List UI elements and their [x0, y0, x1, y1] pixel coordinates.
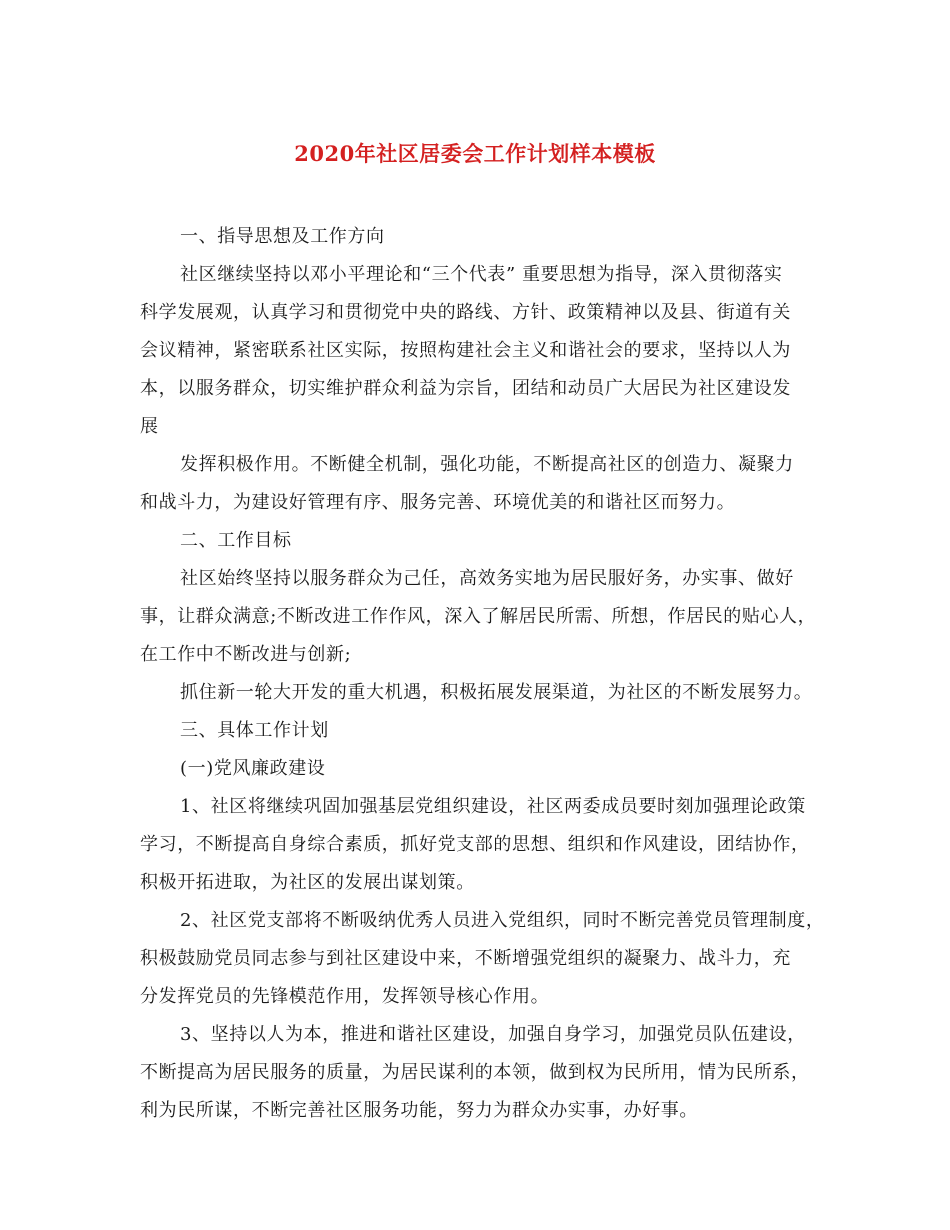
- paragraph-line: 1、社区将继续巩固加强基层党组织建设，社区两委成员要时刻加强理论政策: [180, 796, 806, 817]
- paragraph-line: 和战斗力，为建设好管理有序、服务完善、环境优美的和谐社区而努力。: [140, 492, 736, 513]
- paragraph-line: 不断提高为居民服务的质量，为居民谋利的本领，做到权为民所用，情为民所系，: [140, 1062, 810, 1083]
- paragraph-line: 社区继续坚持以邓小平理论和“三个代表” 重要思想为指导，深入贯彻落实: [180, 264, 783, 285]
- paragraph-line: 在工作中不断改进与创新;: [140, 644, 352, 665]
- paragraph-line: 抓住新一轮大开发的重大机遇，积极拓展发展渠道，为社区的不断发展努力。: [180, 682, 813, 703]
- paragraph-line: 分发挥党员的先锋模范作用，发挥领导核心作用。: [140, 986, 550, 1007]
- paragraph-line: 事，让群众满意;不断改进工作作风，深入了解居民所需、所想，作居民的贴心人，: [140, 606, 817, 627]
- paragraph-line: 本，以服务群众，切实维护群众利益为宗旨，团结和动员广大居民为社区建设发: [140, 378, 791, 399]
- paragraph-line: 积极鼓励党员同志参与到社区建设中来，不断增强党组织的凝聚力、战斗力，充: [140, 948, 791, 969]
- paragraph-line: 积极开拓进取，为社区的发展出谋划策。: [140, 872, 475, 893]
- paragraph-line: 3、坚持以人为本，推进和谐社区建设，加强自身学习，加强党员队伍建设，: [180, 1024, 806, 1045]
- paragraph-line: 2、社区党支部将不断吸纳优秀人员进入党组织，同时不断完善党员管理制度，: [180, 910, 825, 931]
- section-heading-2: 二、工作目标: [180, 530, 292, 551]
- paragraph-line: 利为民所谋，不断完善社区服务功能，努力为群众办实事，办好事。: [140, 1100, 698, 1121]
- section-heading-1: 一、指导思想及工作方向: [180, 226, 385, 247]
- paragraph-line: 会议精神，紧密联系社区实际，按照构建社会主义和谐社会的要求，坚持以人为: [140, 340, 791, 361]
- paragraph-line: 科学发展观，认真学习和贯彻党中央的路线、方针、政策精神以及县、街道有关: [140, 302, 791, 323]
- paragraph-line: 发挥积极作用。不断健全机制，强化功能，不断提高社区的创造力、凝聚力: [180, 454, 794, 475]
- subsection-heading: (一)党风廉政建设: [180, 758, 326, 779]
- paragraph-line: 社区始终坚持以服务群众为己任，高效务实地为居民服好务，办实事、做好: [180, 568, 794, 589]
- paragraph-line: 展: [140, 416, 159, 437]
- paragraph-line: 学习，不断提高自身综合素质，抓好党支部的思想、组织和作风建设，团结协作，: [140, 834, 810, 855]
- section-heading-3: 三、具体工作计划: [180, 720, 329, 741]
- document-title: 2020年社区居委会工作计划样本模板: [294, 141, 656, 166]
